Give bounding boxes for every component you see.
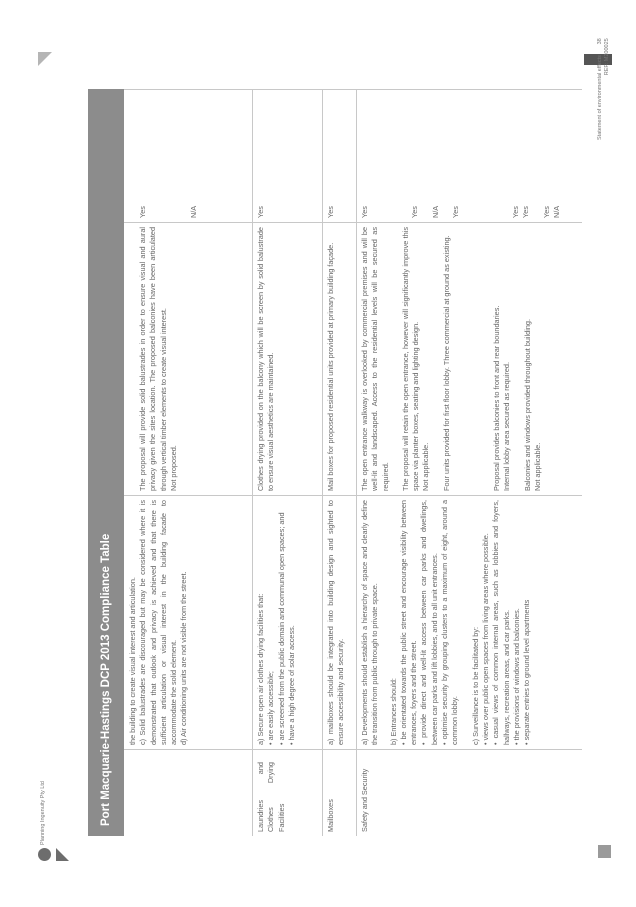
compliance-value: Yes (511, 206, 521, 218)
category-cell (124, 749, 252, 836)
requirement-text: a) Developments should establish a hierarchy of space and clearly define the transition from public through to private space. (360, 500, 380, 745)
requirement-text: • the provisions of windows and balconies. (511, 608, 521, 745)
response-text: Proposal provides balconies to front and rear boundaries. (492, 305, 502, 491)
table-row (356, 89, 582, 836)
requirement-text: b) Entrances should: (388, 678, 398, 745)
response-text: Four units provided for first floor lobby. Three commercial at ground as existing. (441, 235, 451, 491)
requirement-text: • are screened from the public domain and communal open spaces; and (276, 512, 286, 745)
requirement-text: • provide direct and well-lit access between car parks and dwellings, between car parks and lift lobbies, and to all unit entrances. (419, 500, 439, 745)
requirement-text: • have a high degree of solar access. (286, 625, 296, 745)
response-text: Internal lobby area secured as required. (502, 362, 512, 491)
compliance-value: N/A (552, 205, 562, 218)
requirement-cell (124, 495, 252, 749)
compliance-value: N/A (430, 205, 440, 218)
requirement-text: c) Solid balustrades are discouraged but may be considered where it is demonstrated that outlook and privacy is achieved and that there is sufficient articulation or visual interest in the building facade to accommodate the solid element. (138, 500, 179, 745)
category-cell: Mailboxes (322, 749, 356, 836)
requirement-text: • casual views of common internal areas, such as lobbies and foyers, hallways, recreation areas, and car parks. (491, 500, 511, 745)
response-text: The proposal will provide solid balustrades in order to ensure visual and aural privacy given the sites location. The proposed balconies have been articulated through vertical timber elements to create visual interest. (138, 227, 168, 491)
requirement-cell (252, 495, 322, 749)
compliance-cell (124, 89, 252, 222)
compliance-cell (322, 89, 356, 222)
response-cell (124, 222, 252, 495)
compliance-value: Yes (541, 206, 551, 218)
requirement-text: • be orientated towards the public street and encourage visibility between entrances, foyers and the street. (398, 500, 419, 745)
table-row (124, 89, 253, 836)
response-text: The open entrance walkway is overlooked by commercial premises and will be well-lit and landscaped. Access to the residential levels will be secured as required. (360, 227, 390, 491)
requirement-text: • views over public open spaces from living areas where possible. (480, 533, 490, 745)
compliance-cell (356, 89, 582, 222)
triangle-logo-decoration (56, 848, 69, 861)
compliance-value: Yes (410, 206, 420, 218)
response-cell (252, 222, 322, 495)
footer-page-number: 38 (597, 38, 603, 45)
requirement-text: • are easily accessible; (266, 671, 276, 745)
table-row (252, 89, 323, 836)
response-text: Not applicable. (421, 442, 431, 491)
response-text: Mail boxes for proposed residential units provided at primary building façade. (326, 242, 335, 491)
requirement-cell (322, 495, 356, 749)
compliance-value: N/A (189, 205, 198, 218)
footer-ref-number: REF: M200025 (604, 38, 610, 76)
requirement-cell (356, 495, 582, 749)
response-text: Clothes drying provided on the balcony which will be screen by solid balustrade to ensure visual aesthetics are maintained. (256, 227, 276, 491)
category-cell (252, 749, 322, 836)
compliance-value: Yes (360, 206, 369, 218)
corner-triangle-decoration (38, 52, 52, 66)
response-text: The proposal will retain the open entrance, however will significantly improve this space via planter boxes, seating and lighting design. (400, 227, 421, 491)
square-decoration (598, 845, 611, 858)
requirement-text: a) mailboxes should be integrated into building design and sighted to ensure accessibility and security. (326, 500, 346, 745)
category-cell: Safety and Security (356, 749, 582, 836)
footer-company: Planning Ingenuity Pty Ltd (40, 781, 46, 845)
footer-document-title: Statement of environmental effects (597, 55, 603, 140)
response-text: Balconies and windows provided throughout building. (522, 319, 532, 491)
table-title: Port Macquarie-Hastings DCP 2013 Compliance Table (88, 89, 124, 836)
requirement-text: a) Secure open air clothes drying facilities that: (256, 593, 265, 745)
response-text: Not proposed. (168, 445, 178, 491)
category-label: Laundries and Clothes Drying Facilities (256, 762, 286, 832)
requirement-text: • optimise security by grouping clusters to a maximum of eight, around a common lobby. (440, 500, 460, 745)
compliance-value: Yes (326, 206, 335, 218)
compliance-value: Yes (138, 206, 147, 218)
compliance-value: Yes (450, 206, 460, 218)
response-cell (322, 222, 356, 495)
compliance-value: Yes (256, 206, 265, 218)
table-row (322, 89, 357, 836)
circle-logo-decoration (38, 848, 51, 861)
requirement-text: d) Air conditioning units are not visible from the street. (179, 571, 189, 745)
compliance-value: Yes (521, 206, 531, 218)
requirement-text: the building to create visual interest and articulation. (128, 577, 137, 745)
compliance-cell (252, 89, 322, 222)
compliance-table (88, 89, 582, 836)
requirement-text: c) Surveillance is to be facilitated by: (470, 626, 480, 745)
requirement-text: • separate entries to ground level apartments (522, 599, 532, 745)
response-cell (356, 222, 582, 495)
response-text: Not applicable. (532, 442, 542, 491)
